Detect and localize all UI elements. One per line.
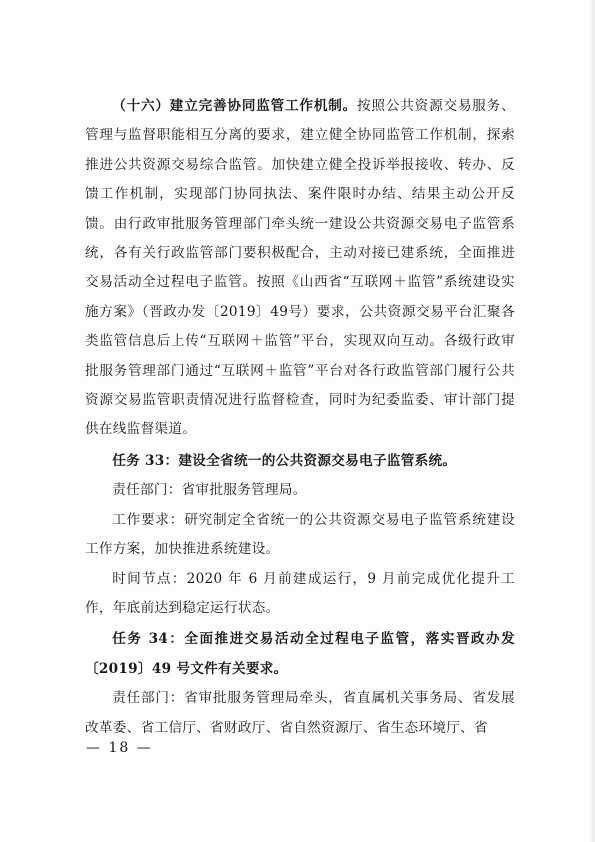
task-33-timeline: 时间节点：2020 年 6 月前建成运行，9 月前完成优化提升工作，年底前达到稳定运行状态。 [85,570,515,616]
task-34-title: 任务 34：全面推进交易活动全过程电子监管，落实晋政办发〔2019〕49 号文件有关要求。 [85,631,515,677]
paragraph-16 [85,92,515,445]
task-33-responsible: 责任部门：省审批服务管理局。 [112,482,307,499]
task-33-title: 任务 33：建设全省统一的公共资源交易电子监管系统。 [112,452,457,469]
document-body [85,92,515,743]
task-33-requirements: 工作要求：研究制定全省统一的公共资源交易电子监管系统建设工作方案，加快推进系统建设。 [85,511,515,558]
paragraph-16-heading: （十六）建立完善协同监管工作机制。 [112,98,358,114]
task-34-responsible: 责任部门：省审批服务管理局牵头，省直属机关事务局、省发展改革委、省工信厅、省财政厅、省自然资源厅、省生态环境厅、省 [85,690,515,736]
paragraph-16-text: 按照公共资源交易服务、管理与监督职能相互分离的要求，建立健全协同监管工作机制，探索推进公共资源交易综合监管。加快建立健全投诉举报接收、转办、反馈工作机制，实现部门协同执法、案件限时办结、结果主动公开反馈。由行政审批服务管理部门牵头统一建设公共资源交易电子监管系统，各有关行政监管部门要积极配合，主动对接已建系统，全面推进交易活动全过程电子监管。按照《山西省“互联网＋监管”系统建设实施方案》（晋政办发〔2019〕49号）要求，公共资源交易平台汇聚各类监管信息后上传“互联网＋监管”平台，实现双向互动。各级行政审批服务管理部门通过“互联网＋监管”平台对各行政监管部门履行公共资源交易监管职责情况进行监督检查，同时为纪委监委、审计部门提供在线监督渠道。 [85,98,515,438]
page-number: — 18 — [86,740,153,756]
